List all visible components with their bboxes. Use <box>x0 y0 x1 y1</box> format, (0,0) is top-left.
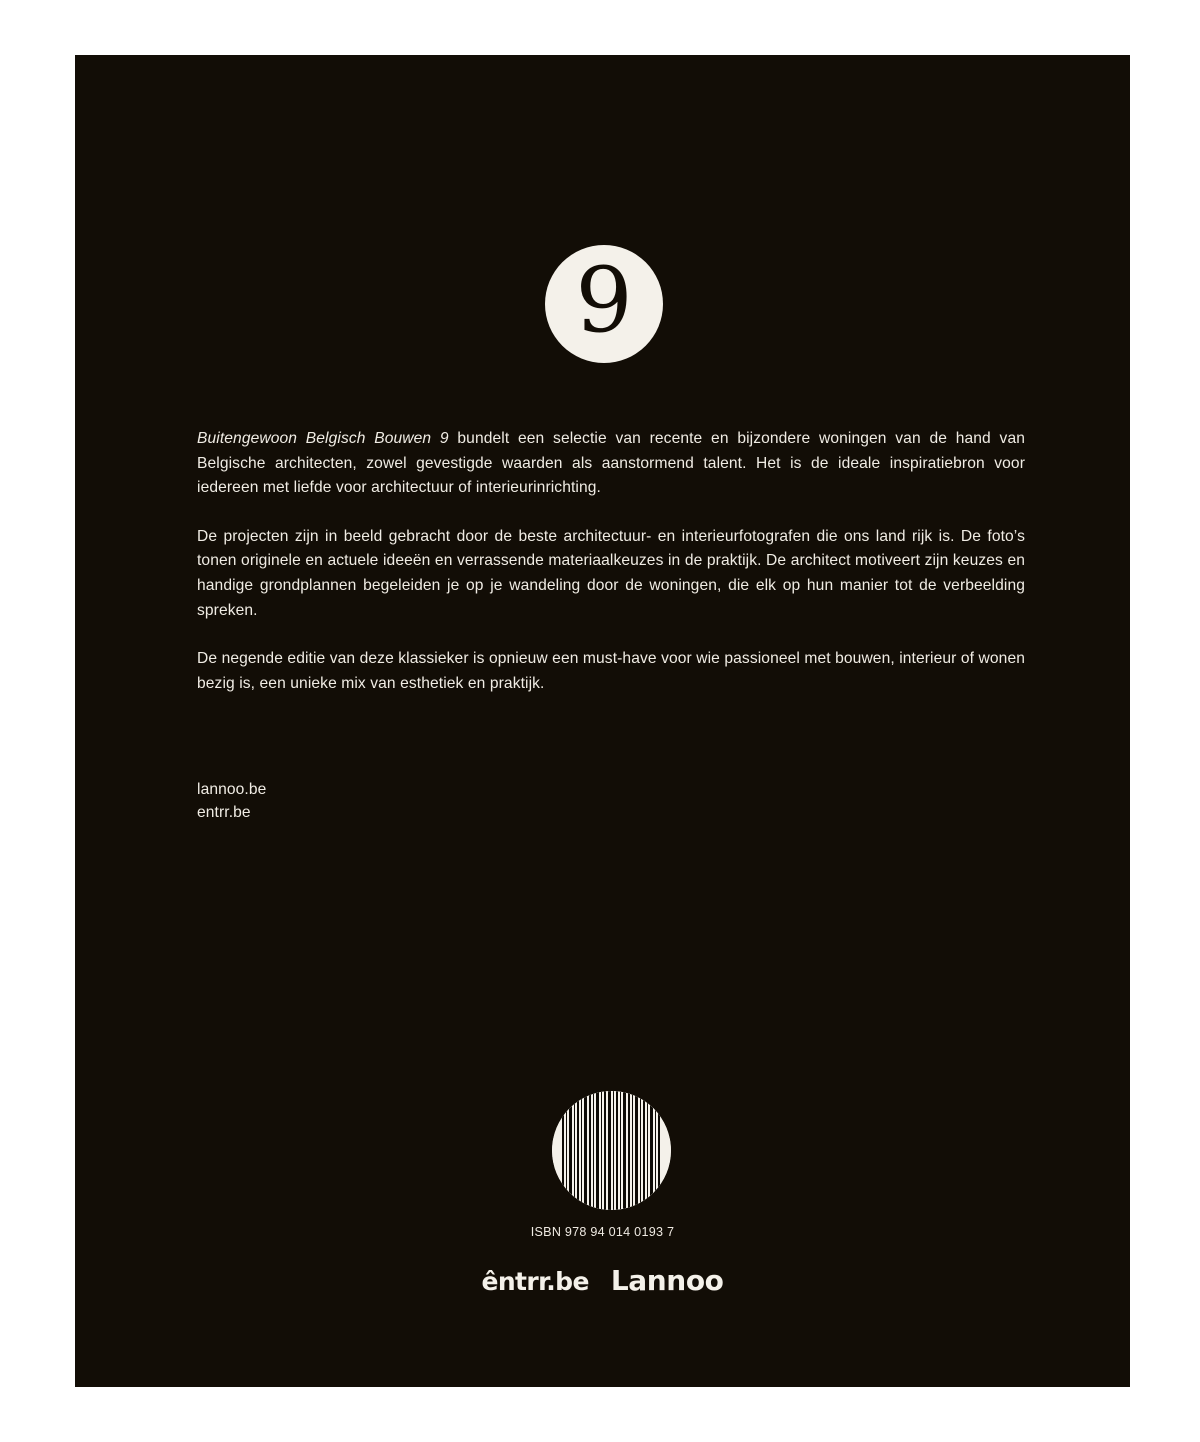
book-description <box>197 427 1025 696</box>
website-links <box>197 778 266 824</box>
description-paragraph-2: De projecten zijn in beeld gebracht door de beste architectuur- en interieurfotografen die ons land rijk is. De foto’s tonen originele en actuele ideeën en verrassende materiaalkeuzes in de praktijk. De architect motiveert zijn keuzes en handige grondplannen begeleiden je op je wandeling door de woningen, die elk op hun manier tot de verbeelding spreken. <box>197 527 1025 619</box>
description-paragraph-1 <box>197 427 1025 501</box>
edition-number-badge <box>545 245 663 363</box>
link-lannoo-be[interactable]: lannoo.be <box>197 781 267 798</box>
circular-barcode-icon <box>552 1091 671 1210</box>
edition-number: 9 <box>575 248 633 353</box>
lannoo-logo[interactable]: Lannoo <box>610 1264 724 1297</box>
publisher-logo-row <box>75 1264 1130 1297</box>
isbn-number: ISBN 978 94 014 0193 7 <box>530 1225 675 1239</box>
book-back-cover <box>75 55 1130 1387</box>
entrr-logo[interactable]: êntrr.be <box>481 1267 589 1296</box>
description-paragraph-3: De negende editie van deze klassieker is opnieuw een must-have voor wie passioneel met bouwen, interieur of wonen bezig is, een unieke mix van esthetiek en praktijk. <box>197 650 1025 692</box>
description-paragraph-1-rest: bundelt een selectie van recente en bijzondere woningen van de hand van Belgische architecten, zowel gevestigde waarden als aanstormend talent. Het is de ideale inspiratiebron voor iedereen met liefde voor architectuur of interieurinrichting. <box>197 430 1025 497</box>
link-entrr-be[interactable]: entrr.be <box>197 804 251 821</box>
book-title: Buitengewoon Belgisch Bouwen 9 <box>197 430 449 447</box>
